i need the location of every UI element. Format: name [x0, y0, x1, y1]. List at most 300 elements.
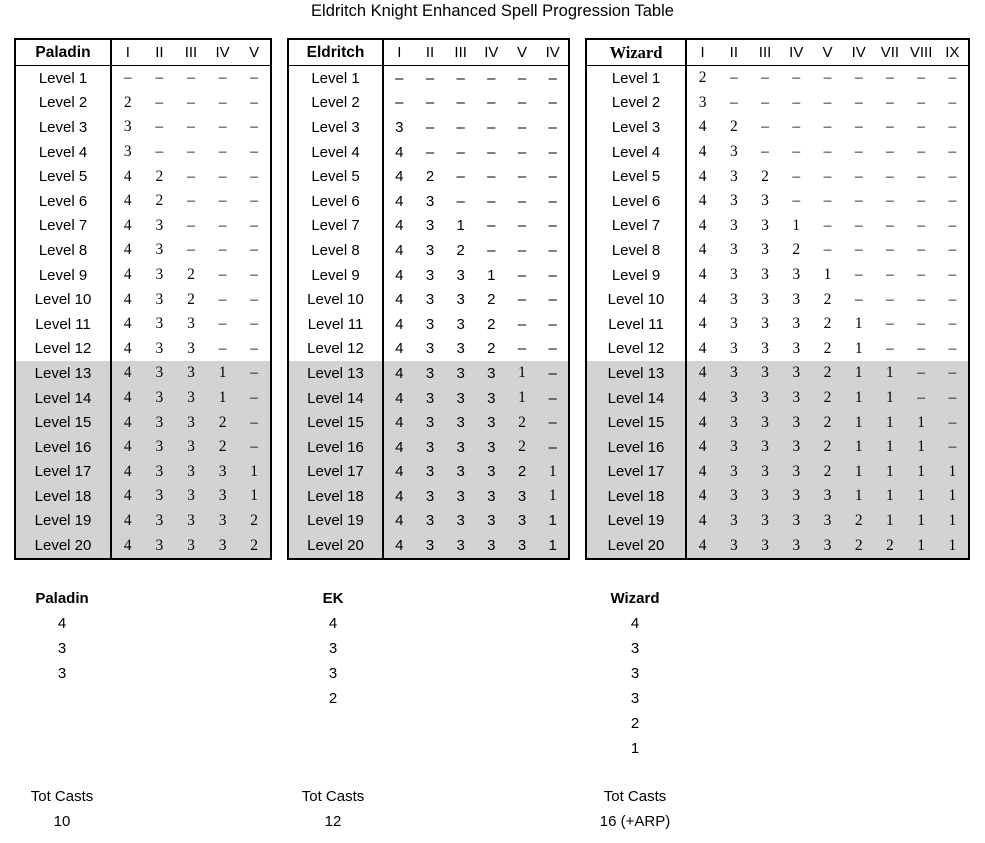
slot-cell: 3 — [155, 413, 164, 431]
slot-cell: – — [823, 241, 832, 259]
slot-cell: – — [792, 192, 801, 210]
slot-cell: 3 — [155, 536, 164, 554]
slot-cell: 2 — [187, 290, 195, 308]
slot-cell: 3 — [425, 340, 435, 358]
slot-cell: – — [517, 340, 527, 358]
column-header: VIII — [909, 44, 933, 61]
level-label: Level 20 — [587, 533, 687, 558]
slot-cell: 4 — [698, 216, 707, 234]
slot-cell: 3 — [218, 536, 227, 554]
slot-cell: 4 — [123, 315, 132, 333]
slot-cell: 3 — [761, 511, 769, 529]
table-row — [16, 386, 270, 411]
slot-cell: 1 — [886, 438, 894, 456]
slot-cell: 3 — [155, 487, 164, 505]
slot-cell: – — [218, 143, 227, 161]
slot-cell: 2 — [123, 93, 132, 111]
slot-cell: 3 — [761, 216, 769, 234]
table-row — [289, 435, 568, 460]
summary-value: 3 — [328, 640, 338, 657]
level-label: Level 5 — [587, 164, 687, 189]
table-row — [587, 312, 968, 337]
slot-cell: – — [761, 143, 769, 161]
slot-cell: – — [948, 339, 957, 357]
slot-cell: 2 — [155, 167, 164, 185]
slot-cell: – — [456, 192, 465, 210]
table-row — [289, 484, 568, 509]
slot-cell: 4 — [698, 192, 707, 210]
slot-cell: – — [548, 389, 557, 407]
slot-cell: – — [886, 339, 894, 357]
slot-cell: 4 — [698, 241, 707, 259]
slot-cell: 1 — [548, 537, 557, 555]
table-row — [16, 484, 270, 509]
slot-cell: – — [823, 69, 832, 87]
slot-cell: 2 — [218, 438, 227, 456]
column-header: V — [249, 44, 260, 61]
total-casts-value: 10 — [53, 813, 71, 830]
slot-cell: – — [792, 93, 801, 111]
slot-cell: – — [487, 118, 496, 136]
slot-cell: 3 — [761, 487, 769, 505]
summary-title: Paladin — [35, 590, 89, 607]
summary-value: 4 — [57, 615, 67, 632]
level-label: Level 17 — [289, 460, 384, 485]
slot-cell: – — [948, 216, 957, 234]
level-label: Level 2 — [587, 91, 687, 116]
slot-cell: 3 — [792, 364, 801, 382]
slot-cell: 4 — [698, 511, 707, 529]
slot-cell: – — [250, 389, 259, 407]
slot-cell: – — [456, 168, 465, 186]
table-row — [587, 509, 968, 534]
slot-cell: 3 — [729, 266, 738, 284]
slot-cell: 3 — [729, 315, 738, 333]
slot-cell: 3 — [761, 290, 769, 308]
table-row — [587, 164, 968, 189]
slot-cell: 3 — [425, 266, 435, 284]
table-row — [16, 533, 270, 558]
level-label: Level 15 — [16, 410, 112, 435]
total-casts-label: Tot Casts — [301, 788, 365, 805]
slot-cell: 4 — [123, 438, 132, 456]
slot-cell: 2 — [456, 241, 465, 259]
slot-cell: 1 — [948, 536, 957, 554]
slot-cell: – — [517, 315, 527, 333]
level-label: Level 7 — [587, 214, 687, 239]
level-label: Level 13 — [587, 361, 687, 386]
slot-cell: 3 — [425, 463, 435, 481]
slot-cell: 1 — [218, 389, 227, 407]
slot-cell: 4 — [395, 487, 404, 505]
slot-cell: – — [886, 118, 894, 136]
slot-cell: – — [948, 266, 957, 284]
slot-cell: – — [425, 69, 435, 87]
table-row — [289, 460, 568, 485]
summary-title: EK — [322, 590, 344, 607]
column-header: IV — [789, 44, 804, 61]
slot-cell: 3 — [456, 438, 465, 456]
total-casts-label: Tot Casts — [603, 788, 667, 805]
slot-cell: 1 — [917, 487, 926, 505]
slot-cell: 4 — [123, 413, 132, 431]
slot-cell: 2 — [854, 536, 863, 554]
slot-cell: 4 — [123, 462, 132, 480]
slot-cell: 2 — [518, 413, 526, 431]
slot-cell: 3 — [517, 537, 527, 555]
slot-cell: – — [218, 93, 227, 111]
slot-cell: 1 — [917, 511, 926, 529]
slot-cell: 3 — [456, 414, 465, 432]
slot-cell: 3 — [456, 487, 465, 505]
slot-cell: 3 — [456, 364, 465, 382]
slot-cell: – — [854, 143, 863, 161]
summary-value: 2 — [630, 715, 640, 732]
slot-cell: – — [187, 143, 195, 161]
slot-cell: – — [187, 241, 195, 259]
slot-cell: 3 — [155, 290, 164, 308]
slot-cell: 1 — [886, 462, 894, 480]
slot-cell: 4 — [698, 536, 707, 554]
slot-cell: 4 — [395, 340, 404, 358]
slot-cell: – — [187, 69, 195, 87]
slot-cell: – — [487, 192, 496, 210]
level-label: Level 14 — [289, 386, 384, 411]
level-label: Level 5 — [16, 164, 112, 189]
slot-cell: 4 — [123, 290, 132, 308]
summary-value: 4 — [630, 615, 640, 632]
slot-cell: – — [886, 69, 894, 87]
table-row — [587, 287, 968, 312]
column-header: III — [454, 44, 467, 61]
table-row — [289, 533, 568, 558]
slot-cell: – — [917, 290, 926, 308]
slot-cell: 2 — [823, 290, 832, 308]
slot-cell: 3 — [456, 389, 465, 407]
slot-cell: 3 — [761, 266, 769, 284]
slot-cell: 3 — [761, 438, 769, 456]
column-header: IV — [215, 44, 230, 61]
slot-cell: – — [218, 118, 227, 136]
table-row — [289, 66, 568, 91]
slot-cell: – — [548, 241, 557, 259]
slot-cell: 3 — [456, 266, 465, 284]
column-header: V — [822, 44, 833, 61]
slot-cell: 1 — [854, 438, 863, 456]
slot-cell: – — [917, 143, 926, 161]
slot-cell: – — [425, 143, 435, 161]
slot-cell: – — [823, 192, 832, 210]
slot-cell: 1 — [250, 462, 259, 480]
slot-cell: 1 — [218, 364, 227, 382]
slot-cell: 3 — [155, 216, 164, 234]
table-row — [587, 263, 968, 288]
slot-cell: 2 — [886, 536, 894, 554]
slot-cell: 3 — [487, 463, 496, 481]
summary-value: 3 — [630, 690, 640, 707]
slot-cell: 3 — [761, 462, 769, 480]
slot-cell: 4 — [123, 216, 132, 234]
slot-cell: 3 — [792, 290, 801, 308]
level-label: Level 14 — [16, 386, 112, 411]
spell-table-wizard — [585, 38, 970, 560]
column-header: I — [397, 44, 402, 61]
slot-cell: 1 — [518, 364, 526, 382]
slot-cell: 3 — [425, 217, 435, 235]
slot-cell: 4 — [123, 487, 132, 505]
table-row — [16, 337, 270, 362]
slot-cell: – — [792, 143, 801, 161]
slot-cell: – — [917, 266, 926, 284]
column-header: II — [155, 44, 164, 61]
slot-cell: 4 — [395, 315, 404, 333]
slot-cell: 3 — [123, 118, 132, 136]
slot-cell: 1 — [948, 511, 957, 529]
level-label: Level 1 — [587, 66, 687, 91]
slot-cell: 3 — [729, 536, 738, 554]
table-row — [16, 263, 270, 288]
slot-cell: 3 — [792, 438, 801, 456]
slot-cell: – — [155, 143, 164, 161]
slot-cell: – — [155, 93, 164, 111]
slot-cell: 1 — [886, 487, 894, 505]
level-label: Level 13 — [289, 361, 384, 386]
slot-cell: – — [886, 216, 894, 234]
slot-cell: 3 — [425, 414, 435, 432]
slot-cell: 1 — [854, 462, 863, 480]
slot-cell: 4 — [395, 537, 404, 555]
table-row — [587, 115, 968, 140]
slot-cell: – — [456, 69, 465, 87]
slot-cell: – — [250, 438, 259, 456]
slot-cell: – — [548, 143, 557, 161]
slot-cell: 3 — [155, 511, 164, 529]
column-header: IV — [851, 44, 866, 61]
slot-cell: – — [761, 118, 769, 136]
slot-cell: – — [917, 339, 926, 357]
slot-cell: 3 — [456, 291, 465, 309]
slot-cell: 3 — [792, 315, 801, 333]
slot-cell: – — [823, 143, 832, 161]
level-label: Level 9 — [289, 263, 384, 288]
slot-cell: 3 — [792, 413, 801, 431]
slot-cell: 1 — [917, 536, 926, 554]
slot-cell: 3 — [729, 339, 738, 357]
slot-cell: – — [948, 290, 957, 308]
slot-cell: – — [395, 69, 404, 87]
slot-cell: 3 — [792, 339, 801, 357]
level-label: Level 12 — [16, 337, 112, 362]
slot-cell: 3 — [187, 339, 195, 357]
table-row — [289, 361, 568, 386]
slot-cell: – — [250, 167, 259, 185]
slot-cell: 4 — [698, 438, 707, 456]
slot-cell: – — [948, 192, 957, 210]
slot-cell: – — [948, 389, 957, 407]
slot-cell: 4 — [395, 291, 404, 309]
level-label: Level 3 — [587, 115, 687, 140]
slot-cell: – — [548, 291, 557, 309]
slot-cell: 3 — [698, 93, 707, 111]
slot-cell: 1 — [886, 389, 894, 407]
slot-cell: – — [250, 364, 259, 382]
slot-cell: – — [487, 241, 496, 259]
level-label: Level 12 — [289, 337, 384, 362]
slot-cell: 3 — [187, 487, 195, 505]
slot-cell: – — [854, 192, 863, 210]
slot-cell: – — [517, 217, 527, 235]
level-label: Level 16 — [289, 435, 384, 460]
slot-cell: 2 — [218, 413, 227, 431]
slot-cell: 4 — [698, 290, 707, 308]
slot-cell: 4 — [395, 463, 404, 481]
level-label: Level 20 — [16, 533, 112, 558]
slot-cell: – — [948, 167, 957, 185]
slot-cell: – — [948, 438, 957, 456]
slot-cell: – — [548, 118, 557, 136]
table-row — [587, 386, 968, 411]
slot-cell: 3 — [761, 192, 769, 210]
table-row — [16, 164, 270, 189]
slot-cell: 1 — [917, 462, 926, 480]
slot-cell: – — [487, 168, 496, 186]
slot-cell: 3 — [792, 511, 801, 529]
column-header: III — [184, 44, 198, 61]
slot-cell: 4 — [395, 364, 404, 382]
table-row — [289, 287, 568, 312]
level-label: Level 15 — [289, 410, 384, 435]
column-header: V — [517, 44, 528, 61]
slot-cell: 1 — [456, 217, 465, 235]
table-row — [587, 533, 968, 558]
level-label: Level 16 — [16, 435, 112, 460]
slot-cell: 4 — [123, 536, 132, 554]
slot-cell: 3 — [823, 487, 832, 505]
slot-cell: 2 — [487, 340, 496, 358]
total-casts-label: Tot Casts — [30, 788, 94, 805]
slot-cell: 4 — [123, 364, 132, 382]
slot-cell: 3 — [425, 364, 435, 382]
level-label: Level 6 — [587, 189, 687, 214]
slot-cell: – — [218, 167, 227, 185]
table-row — [587, 460, 968, 485]
slot-cell: 3 — [425, 315, 435, 333]
slot-cell: 3 — [218, 487, 227, 505]
level-label: Level 16 — [587, 435, 687, 460]
table-header-row — [289, 40, 568, 66]
slot-cell: 3 — [729, 364, 738, 382]
slot-cell: 3 — [487, 364, 496, 382]
slot-cell: – — [517, 118, 527, 136]
spell-table-paladin — [14, 38, 272, 560]
slot-cell: 3 — [792, 462, 801, 480]
level-label: Level 18 — [16, 484, 112, 509]
slot-cell: 1 — [917, 438, 926, 456]
slot-cell: 4 — [395, 414, 404, 432]
slot-cell: 2 — [729, 118, 738, 136]
table-row — [16, 66, 270, 91]
slot-cell: 2 — [823, 389, 832, 407]
slot-cell: 1 — [917, 413, 926, 431]
level-label: Level 4 — [587, 140, 687, 165]
table-row — [16, 509, 270, 534]
slot-cell: 3 — [729, 143, 738, 161]
slot-cell: – — [187, 192, 195, 210]
slot-cell: 3 — [761, 389, 769, 407]
level-label: Level 1 — [289, 66, 384, 91]
slot-cell: – — [729, 93, 738, 111]
slot-cell: – — [917, 315, 926, 333]
slot-cell: – — [250, 339, 259, 357]
slot-cell: 1 — [886, 364, 894, 382]
slot-cell: 1 — [948, 487, 957, 505]
slot-cell: – — [917, 216, 926, 234]
slot-cell: – — [548, 414, 557, 432]
column-header: I — [125, 44, 130, 61]
slot-cell: – — [886, 290, 894, 308]
slot-cell: – — [425, 118, 435, 136]
level-label: Level 4 — [16, 140, 112, 165]
slot-cell: 4 — [395, 389, 404, 407]
level-label: Level 8 — [587, 238, 687, 263]
table-row — [289, 312, 568, 337]
slot-cell: 4 — [395, 512, 404, 530]
slot-cell: – — [250, 266, 259, 284]
column-header: II — [729, 44, 738, 61]
slot-cell: 3 — [761, 413, 769, 431]
table-row — [587, 66, 968, 91]
slot-cell: 4 — [395, 192, 404, 210]
summary-value: 3 — [57, 640, 67, 657]
slot-cell: 4 — [698, 389, 707, 407]
slot-cell: 3 — [792, 389, 801, 407]
slot-cell: – — [948, 143, 957, 161]
table-row — [16, 460, 270, 485]
table-row — [16, 238, 270, 263]
slot-cell: – — [218, 192, 227, 210]
slot-cell: – — [187, 167, 195, 185]
slot-cell: – — [250, 192, 259, 210]
slot-cell: – — [948, 93, 957, 111]
slot-cell: 4 — [123, 339, 132, 357]
table-row — [16, 115, 270, 140]
table-row — [289, 238, 568, 263]
table-row — [16, 214, 270, 239]
slot-cell: 2 — [698, 69, 707, 87]
slot-cell: 1 — [250, 487, 259, 505]
slot-cell: 1 — [886, 413, 894, 431]
slot-cell: 3 — [187, 511, 195, 529]
table-row — [16, 189, 270, 214]
slot-cell: – — [250, 241, 259, 259]
table-name: Eldritch — [289, 40, 384, 65]
slot-cell: 3 — [487, 414, 496, 432]
slot-cell: – — [854, 241, 863, 259]
level-label: Level 1 — [16, 66, 112, 91]
slot-cell: 2 — [518, 438, 526, 456]
slot-cell: 2 — [487, 315, 496, 333]
level-label: Level 20 — [289, 533, 384, 558]
slot-cell: 4 — [395, 241, 404, 259]
slot-cell: 3 — [187, 315, 195, 333]
level-label: Level 19 — [289, 509, 384, 534]
table-row — [587, 214, 968, 239]
slot-cell: – — [155, 69, 164, 87]
slot-cell: 3 — [517, 487, 527, 505]
slot-cell: – — [548, 438, 557, 456]
slot-cell: 3 — [487, 537, 496, 555]
slot-cell: 3 — [792, 536, 801, 554]
